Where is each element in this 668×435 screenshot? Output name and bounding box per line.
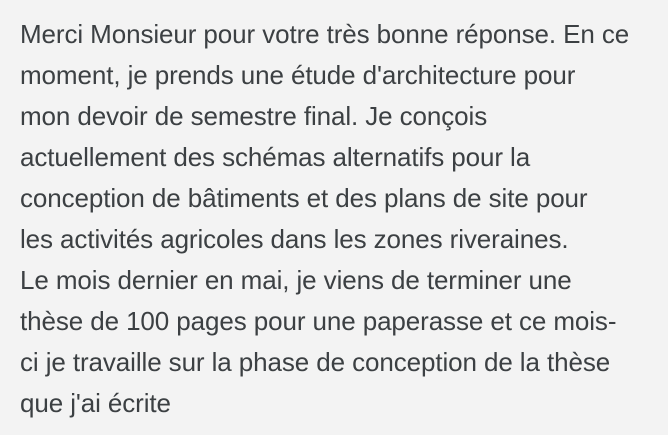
text-line: Le mois dernier en mai, je viens de terminer une [20, 265, 572, 295]
text-line: thèse de 100 pages pour une paperasse et ce mois- [20, 306, 617, 336]
text-line: conception de bâtiments et des plans de site pour [20, 183, 588, 213]
text-line: Merci Monsieur pour votre très bonne réponse. En ce [20, 19, 630, 49]
text-line: moment, je prends une étude d'architecture pour [20, 60, 576, 90]
text-line: ci je travaille sur la phase de conception de la thèse [20, 347, 611, 377]
text-line: mon devoir de semestre final. Je conçois [20, 101, 488, 131]
text-line: les activités agricoles dans les zones riveraines. [20, 224, 569, 254]
text-line: actuellement des schémas alternatifs pour la [20, 142, 531, 172]
message-text [20, 14, 654, 424]
text-line: que j'ai écrite [20, 388, 171, 418]
